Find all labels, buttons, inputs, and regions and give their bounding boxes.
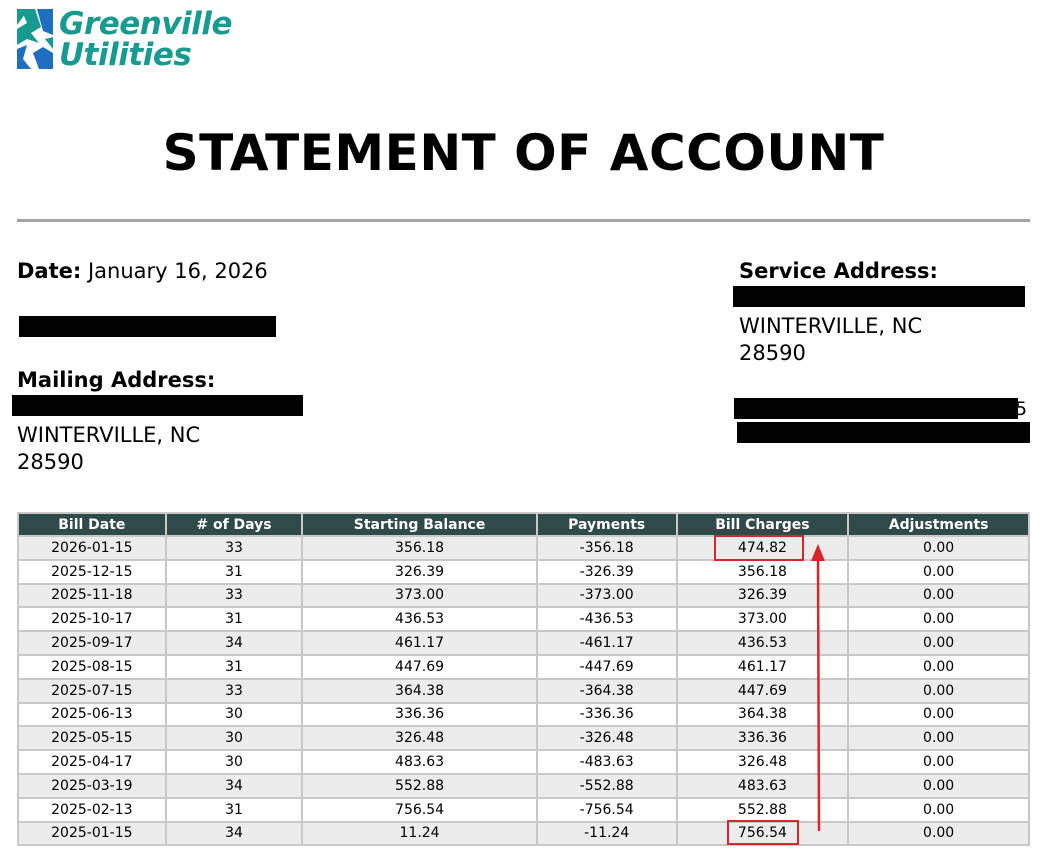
table-row: [18, 560, 1029, 584]
cell-bill-charges: 336.36: [677, 726, 849, 750]
mailing-address-label: Mailing Address:: [17, 368, 216, 392]
cell-adjustments: 0.00: [848, 631, 1029, 655]
table-row: [18, 774, 1029, 798]
cell-payments: -373.00: [537, 584, 677, 608]
cell-days: 31: [166, 560, 303, 584]
cell-starting-balance: 373.00: [302, 584, 536, 608]
highlight-box-earliest-charge: [727, 820, 799, 845]
date-label: Date:: [17, 259, 82, 283]
service-line-partial: 5: [1015, 398, 1028, 420]
cell-adjustments: 0.00: [848, 584, 1029, 608]
table-row: [18, 607, 1029, 631]
cell-bill-date: 2025-04-17: [18, 750, 166, 774]
redacted-mailing-street: [12, 395, 303, 416]
cell-bill-charges: 552.88: [677, 798, 849, 822]
cell-bill-date: 2025-07-15: [18, 679, 166, 703]
cell-bill-date: 2026-01-15: [18, 536, 166, 560]
cell-bill-charges: 326.39: [677, 584, 849, 608]
cell-starting-balance: 447.69: [302, 655, 536, 679]
cell-adjustments: 0.00: [848, 798, 1029, 822]
cell-adjustments: 0.00: [848, 679, 1029, 703]
cell-bill-date: 2025-12-15: [18, 560, 166, 584]
cell-payments: -552.88: [537, 774, 677, 798]
header-days: # of Days: [166, 513, 303, 536]
cell-bill-date: 2025-05-15: [18, 726, 166, 750]
cell-bill-charges: 373.00: [677, 607, 849, 631]
cell-bill-charges: 436.53: [677, 631, 849, 655]
cell-adjustments: 0.00: [848, 774, 1029, 798]
cell-bill-date: 2025-08-15: [18, 655, 166, 679]
cell-bill-charges: 326.48: [677, 750, 849, 774]
cell-adjustments: 0.00: [848, 726, 1029, 750]
cell-bill-charges: 756.54: [677, 822, 849, 846]
mailing-city-state: WINTERVILLE, NC: [17, 423, 201, 447]
cell-starting-balance: 11.24: [302, 822, 536, 846]
table-row: [18, 822, 1029, 846]
cell-starting-balance: 356.18: [302, 536, 536, 560]
page-title: STATEMENT OF ACCOUNT: [162, 124, 885, 182]
lightning-logo-icon: [17, 9, 53, 69]
cell-payments: -756.54: [537, 798, 677, 822]
redacted-service-line-2: [737, 422, 1030, 443]
table-row: [18, 750, 1029, 774]
cell-bill-charges: 356.18: [677, 560, 849, 584]
cell-adjustments: 0.00: [848, 607, 1029, 631]
service-address: [739, 313, 922, 367]
cell-starting-balance: 756.54: [302, 798, 536, 822]
statement-date: [17, 258, 268, 285]
cell-adjustments: 0.00: [848, 655, 1029, 679]
table-row: [18, 631, 1029, 655]
cell-payments: -436.53: [537, 607, 677, 631]
header-bill-date: Bill Date: [18, 513, 166, 536]
header-adjustments: Adjustments: [848, 513, 1029, 536]
header-starting-balance: Starting Balance: [302, 513, 536, 536]
redacted-account-name: [19, 316, 276, 337]
cell-bill-date: 2025-10-17: [18, 607, 166, 631]
cell-starting-balance: 364.38: [302, 679, 536, 703]
highlight-box-latest-charge: [714, 535, 804, 561]
cell-days: 30: [166, 750, 303, 774]
cell-payments: -461.17: [537, 631, 677, 655]
header-bill-charges: Bill Charges: [677, 513, 849, 536]
cell-payments: -483.63: [537, 750, 677, 774]
cell-days: 31: [166, 798, 303, 822]
greenville-utilities-logo: [17, 6, 232, 73]
cell-days: 33: [166, 584, 303, 608]
table-row: [18, 584, 1029, 608]
cell-days: 31: [166, 607, 303, 631]
cell-payments: -11.24: [537, 822, 677, 846]
cell-bill-date: 2025-01-15: [18, 822, 166, 846]
header-payments: Payments: [537, 513, 677, 536]
cell-days: 30: [166, 726, 303, 750]
cell-bill-date: 2025-09-17: [18, 631, 166, 655]
cell-bill-charges: 474.82: [677, 536, 849, 560]
cell-bill-date: 2025-02-13: [18, 798, 166, 822]
cell-bill-charges: 364.38: [677, 703, 849, 727]
mailing-address: [17, 422, 200, 476]
cell-adjustments: 0.00: [848, 560, 1029, 584]
cell-adjustments: 0.00: [848, 703, 1029, 727]
cell-bill-charges: 447.69: [677, 679, 849, 703]
logo-line-1: Greenville: [59, 6, 232, 42]
cell-adjustments: 0.00: [848, 750, 1029, 774]
cell-days: 30: [166, 703, 303, 727]
table-header-row: [18, 513, 1029, 536]
logo-line-2: Utilities: [59, 37, 192, 73]
cell-starting-balance: 461.17: [302, 631, 536, 655]
cell-payments: -356.18: [537, 536, 677, 560]
cell-days: 31: [166, 655, 303, 679]
service-city-state: WINTERVILLE, NC: [739, 314, 923, 338]
cell-payments: -336.36: [537, 703, 677, 727]
logo-wordmark: [59, 6, 232, 73]
cell-starting-balance: 436.53: [302, 607, 536, 631]
mailing-zip: 28590: [17, 450, 84, 474]
service-address-label: Service Address:: [739, 259, 938, 283]
redacted-service-street: [733, 286, 1025, 307]
service-zip: 28590: [739, 341, 806, 365]
cell-days: 33: [166, 679, 303, 703]
cell-starting-balance: 326.48: [302, 726, 536, 750]
date-value: January 16, 2026: [87, 259, 268, 283]
cell-bill-date: 2025-11-18: [18, 584, 166, 608]
cell-starting-balance: 336.36: [302, 703, 536, 727]
cell-starting-balance: 326.39: [302, 560, 536, 584]
cell-starting-balance: 483.63: [302, 750, 536, 774]
cell-bill-charges: 483.63: [677, 774, 849, 798]
table-row: [18, 655, 1029, 679]
cell-adjustments: 0.00: [848, 822, 1029, 846]
cell-bill-date: 2025-06-13: [18, 703, 166, 727]
table-row: [18, 536, 1029, 560]
header-divider: [17, 219, 1030, 222]
cell-bill-charges: 461.17: [677, 655, 849, 679]
table-row: [18, 798, 1029, 822]
statement-table: [17, 512, 1030, 846]
cell-adjustments: 0.00: [848, 536, 1029, 560]
table-row: [18, 679, 1029, 703]
cell-payments: -326.39: [537, 560, 677, 584]
table-row: [18, 703, 1029, 727]
table-row: [18, 726, 1029, 750]
cell-starting-balance: 552.88: [302, 774, 536, 798]
cell-bill-date: 2025-03-19: [18, 774, 166, 798]
cell-payments: -447.69: [537, 655, 677, 679]
cell-days: 33: [166, 536, 303, 560]
cell-payments: -326.48: [537, 726, 677, 750]
cell-days: 34: [166, 822, 303, 846]
cell-days: 34: [166, 631, 303, 655]
redacted-service-line-1: [734, 398, 1018, 419]
cell-payments: -364.38: [537, 679, 677, 703]
cell-days: 34: [166, 774, 303, 798]
